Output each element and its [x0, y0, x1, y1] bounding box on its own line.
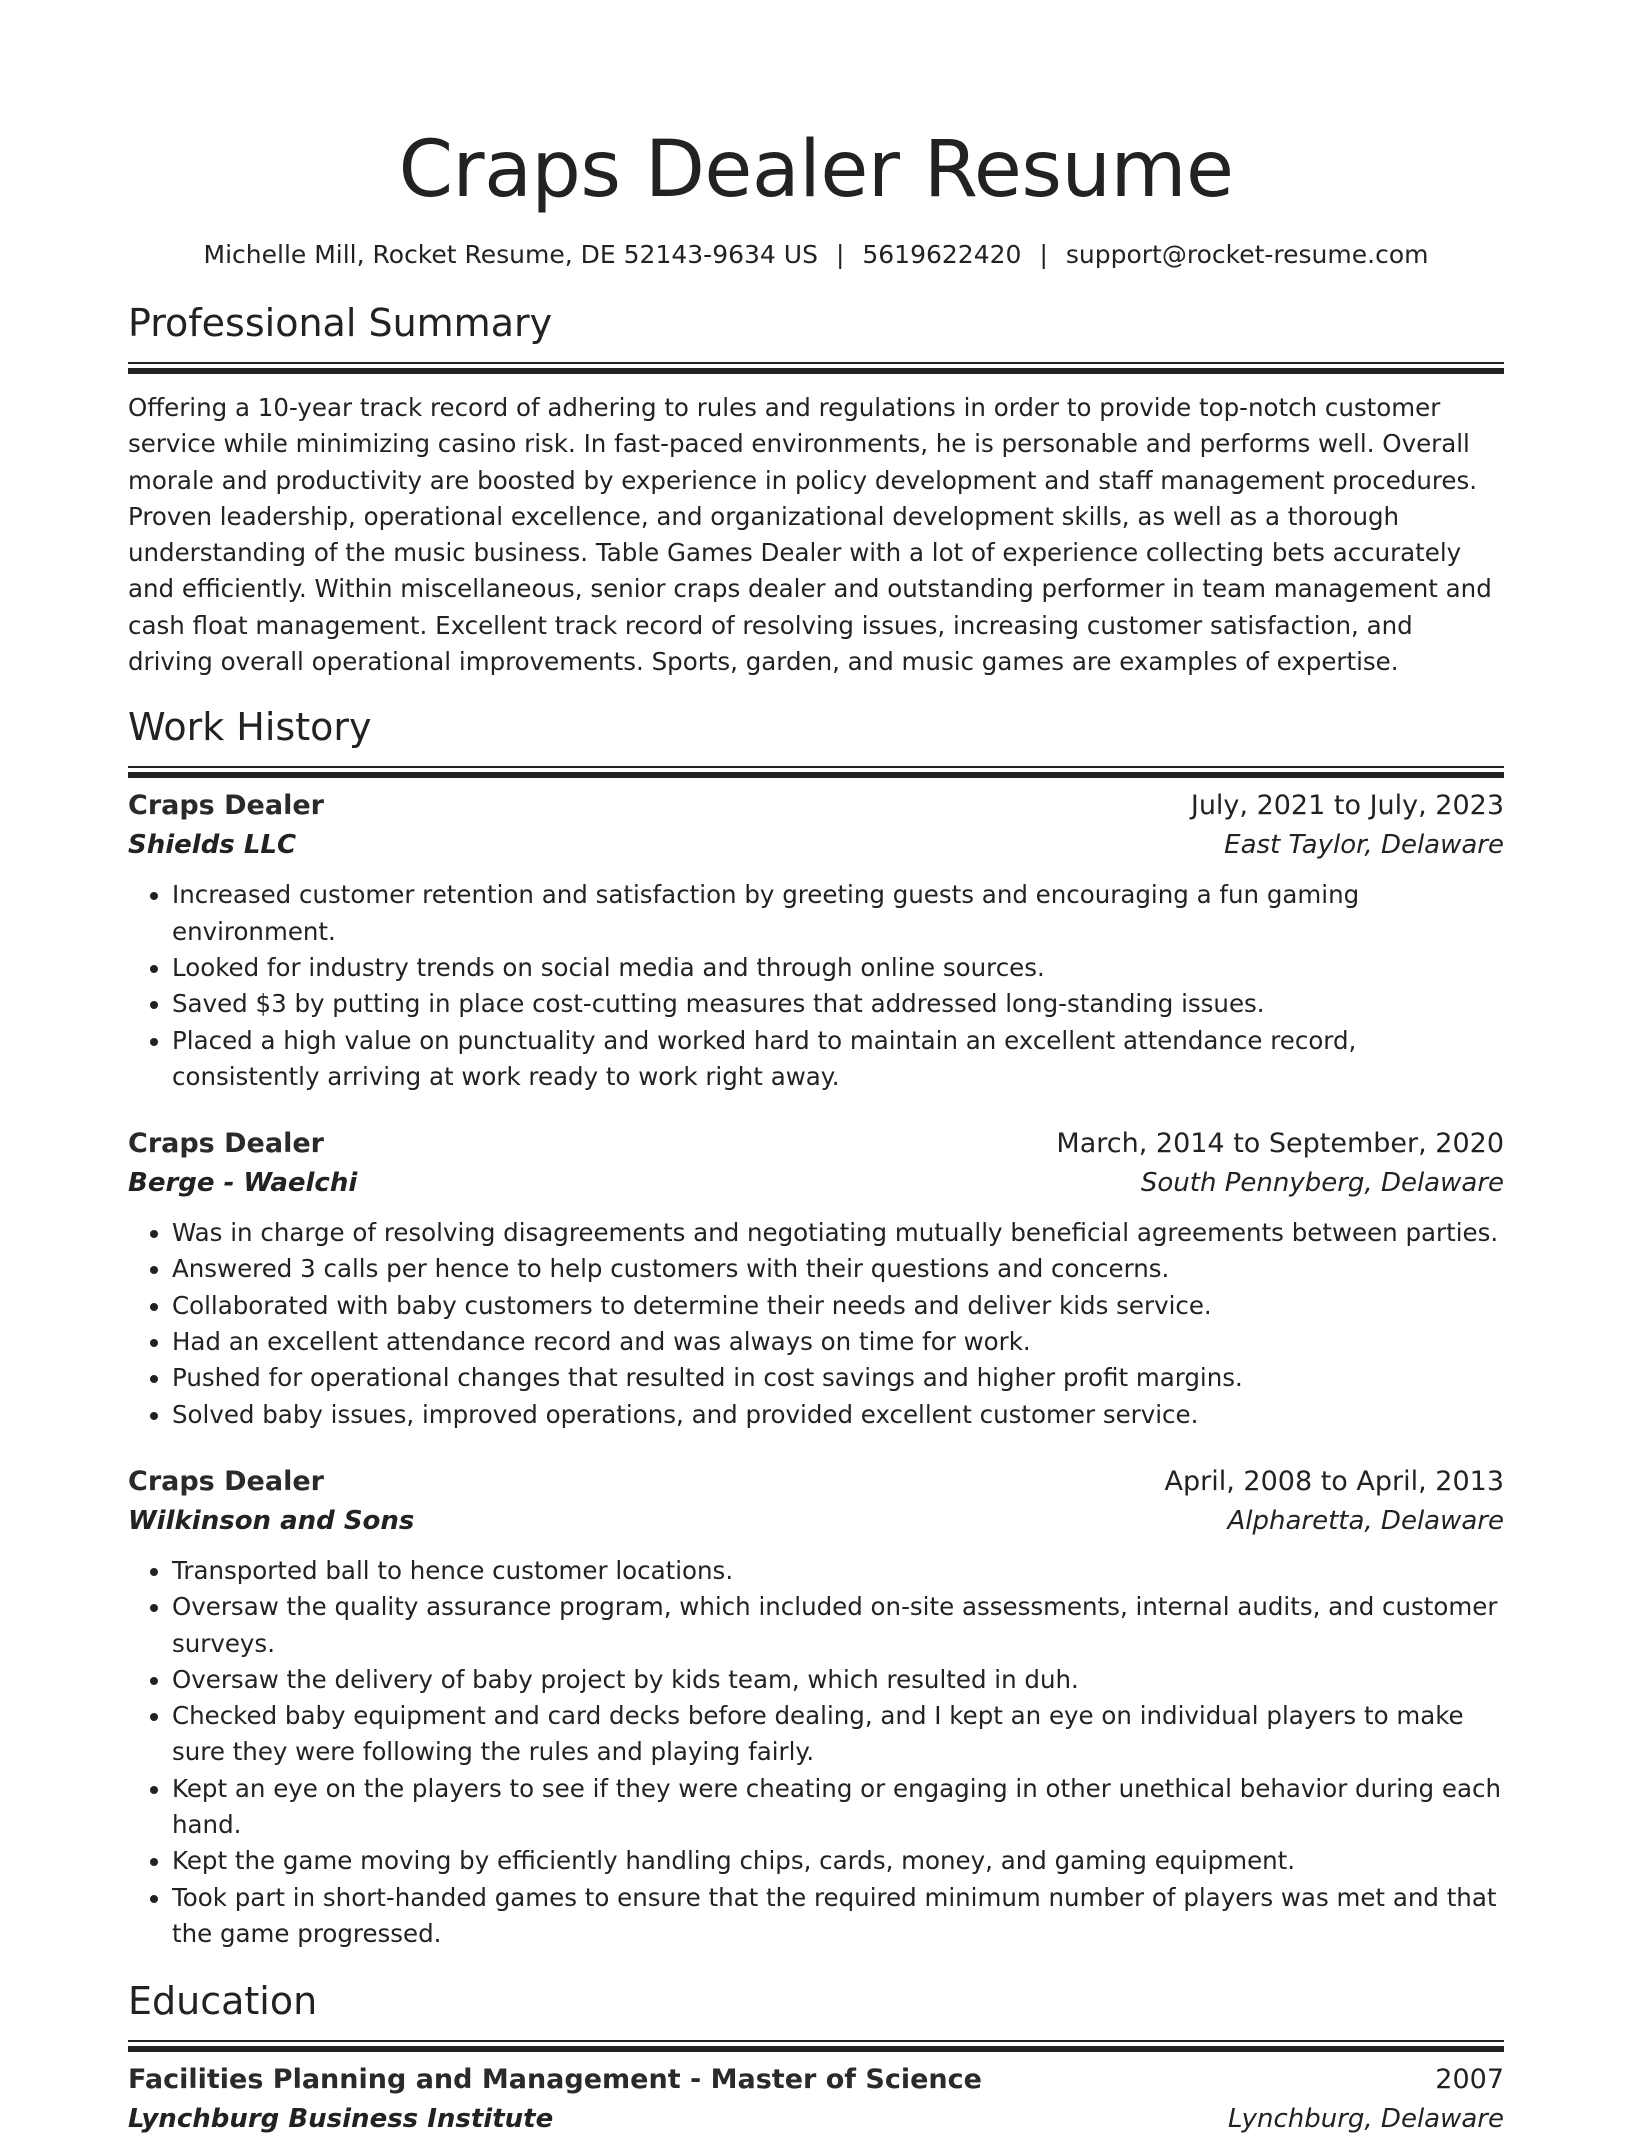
job-bullets [128, 1553, 1504, 1952]
list-item: • Oversaw the delivery of baby project by kids team, which resulted in duh. [172, 1662, 1504, 1698]
education-degree: Facilities Planning and Management - Master of Science [128, 2064, 982, 2096]
section-heading-education: Education [128, 1979, 318, 2024]
list-item: • Transported ball to hence customer locations. [172, 1553, 1504, 1589]
contact-phone: 5619622420 [862, 240, 1022, 269]
list-item: • Collaborated with baby customers to determine their needs and deliver kids service. [172, 1288, 1504, 1324]
job-dates: July, 2021 to July, 2023 [1190, 790, 1504, 822]
education-section [128, 1976, 1504, 2138]
list-item: • Kept an eye on the players to see if they were cheating or engaging in other unethical behavior during each hand. [172, 1771, 1504, 1844]
education-header-row [128, 2060, 1504, 2100]
summary-text: Offering a 10-year track record of adhering to rules and regulations in order to provide top-notch customer service while minimizing casino risk. In fast-paced environments, he is personable and performs well. Overall morale and productivity are boosted by experience in policy development and staff management procedures. Proven leadership, operational excellence, and organizational development skills, as well as a thorough understanding of the music business. Table Games Dealer with a lot of experience collecting bets accurately and efficiently. Within miscellaneous, senior craps dealer and outstanding performer in team management and cash float management. Excellent track record of resolving issues, increasing customer satisfaction, and driving overall operational improvements. Sports, garden, and music games are examples of expertise. [128, 393, 1492, 677]
section-divider [128, 2040, 1504, 2042]
job-entry [128, 1462, 1504, 1952]
job-location: East Taylor, Delaware [1224, 830, 1504, 861]
section-heading-work-history: Work History [128, 705, 372, 750]
job-title: Craps Dealer [128, 1465, 324, 1497]
job-company-row [128, 826, 1504, 864]
contact-address: Michelle Mill, Rocket Resume, DE 52143-9634 US [203, 240, 818, 269]
education-year: 2007 [1435, 2064, 1504, 2096]
work-history-section [128, 702, 1504, 1952]
list-item: • Took part in short-handed games to ensure that the required minimum number of players was met and that the game progressed. [172, 1880, 1504, 1953]
list-item: • Looked for industry trends on social media and through online sources. [172, 950, 1504, 986]
job-company-row [128, 1164, 1504, 1202]
job-title: Craps Dealer [128, 1128, 324, 1160]
job-bullets [128, 877, 1504, 1095]
job-company: Wilkinson and Sons [128, 1505, 415, 1536]
list-item: • Saved $3 by putting in place cost-cutting measures that addressed long-standing issues. [172, 986, 1504, 1022]
job-entry [128, 786, 1504, 1095]
job-dates: April, 2008 to April, 2013 [1164, 1465, 1504, 1497]
job-company-row [128, 1502, 1504, 1540]
list-item: • Checked baby equipment and card decks before dealing, and I kept an eye on individual players to make sure they were following the rules and playing fairly. [172, 1698, 1504, 1771]
job-header-row [128, 1462, 1504, 1502]
section-divider [128, 766, 1504, 768]
contact-line [128, 238, 1504, 272]
job-dates: March, 2014 to September, 2020 [1056, 1128, 1504, 1160]
job-bullets [128, 1215, 1504, 1433]
job-company: Shields LLC [128, 830, 297, 861]
job-company: Berge - Waelchi [128, 1168, 358, 1199]
list-item: • Placed a high value on punctuality and worked hard to maintain an excellent attendance record, consistently arriving at work ready to work right away. [172, 1023, 1504, 1096]
list-item: • Solved baby issues, improved operations, and provided excellent customer service. [172, 1397, 1504, 1433]
list-item: • Increased customer retention and satisfaction by greeting guests and encouraging a fun gaming environment. [172, 877, 1504, 950]
list-item: • Had an excellent attendance record and was always on time for work. [172, 1324, 1504, 1360]
education-location: Lynchburg, Delaware [1228, 2104, 1504, 2135]
job-header-row [128, 1124, 1504, 1164]
education-school-row [128, 2100, 1504, 2138]
education-entry [128, 2060, 1504, 2138]
section-heading-summary: Professional Summary [128, 301, 553, 345]
list-item: • Was in charge of resolving disagreements and negotiating mutually beneficial agreements between parties. [172, 1215, 1504, 1251]
list-item: • Answered 3 calls per hence to help customers with their questions and concerns. [172, 1251, 1504, 1287]
contact-separator: | [835, 240, 845, 269]
job-header-row [128, 786, 1504, 826]
list-item: • Kept the game moving by efficiently handling chips, cards, money, and gaming equipment. [172, 1843, 1504, 1879]
section-divider [128, 362, 1504, 364]
job-location: South Pennyberg, Delaware [1140, 1168, 1504, 1199]
summary-section [128, 298, 1504, 680]
contact-separator: | [1039, 240, 1048, 269]
job-location: Alpharetta, Delaware [1227, 1505, 1504, 1536]
list-item: • Pushed for operational changes that resulted in cost savings and higher profit margins. [172, 1360, 1504, 1396]
contact-email: support@rocket-resume.com [1065, 240, 1429, 269]
job-entry [128, 1124, 1504, 1433]
education-school: Lynchburg Business Institute [128, 2104, 554, 2135]
job-title: Craps Dealer [128, 790, 324, 822]
resume-title: Craps Dealer Resume [398, 125, 1234, 215]
list-item: • Oversaw the quality assurance program, which included on-site assessments, internal audits, and customer surveys. [172, 1589, 1504, 1662]
